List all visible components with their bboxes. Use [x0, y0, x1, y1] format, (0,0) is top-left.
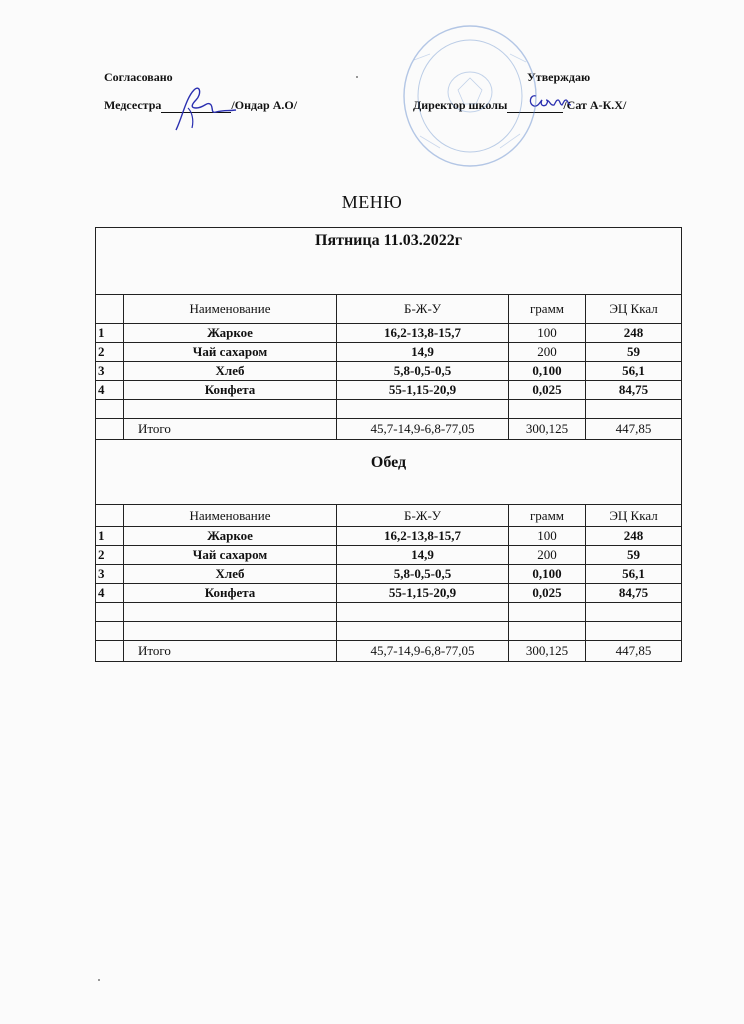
col-name-header: Наименование	[124, 505, 337, 527]
dish-name: Конфета	[124, 381, 337, 400]
empty-row	[96, 603, 682, 622]
section-heading: Пятница 11.03.2022г	[96, 228, 682, 295]
dish-bju: 5,8-0,5-0,5	[337, 362, 509, 381]
col-gram-header: грамм	[509, 295, 586, 324]
table-row	[96, 546, 682, 565]
nurse-name: /Ондар А.О/	[231, 98, 298, 112]
total-kcal: 447,85	[586, 641, 682, 662]
row-number: 4	[96, 381, 124, 400]
col-kcal-header: ЭЦ Ккал	[586, 295, 682, 324]
column-header-row	[96, 505, 682, 527]
row-number: 3	[96, 565, 124, 584]
col-bju-header: Б-Ж-У	[337, 505, 509, 527]
total-row	[96, 419, 682, 440]
dish-gram: 0,100	[509, 565, 586, 584]
menu-table	[95, 227, 682, 662]
dish-kcal: 248	[586, 527, 682, 546]
row-number: 2	[96, 546, 124, 565]
school-stamp	[400, 20, 540, 170]
section-heading-row	[96, 440, 682, 505]
scan-speck	[356, 76, 358, 78]
dish-name: Хлеб	[124, 362, 337, 381]
director-name: /Сат А-К.Х/	[563, 98, 627, 112]
table-row	[96, 584, 682, 603]
scan-speck	[98, 979, 100, 981]
dish-name: Жаркое	[124, 324, 337, 343]
table-row	[96, 324, 682, 343]
page-title: МЕНЮ	[341, 192, 403, 212]
total-label: Итого	[124, 419, 337, 440]
agreed-label: Согласовано	[104, 70, 173, 84]
column-header-row	[96, 295, 682, 324]
dish-kcal: 56,1	[586, 565, 682, 584]
table-row	[96, 381, 682, 400]
dish-name: Хлеб	[124, 565, 337, 584]
total-gram: 300,125	[509, 419, 586, 440]
table-row	[96, 565, 682, 584]
table-row	[96, 362, 682, 381]
dish-gram: 0,025	[509, 381, 586, 400]
empty-row	[96, 400, 682, 419]
total-kcal: 447,85	[586, 419, 682, 440]
dish-bju: 55-1,15-20,9	[337, 584, 509, 603]
row-number: 4	[96, 584, 124, 603]
dish-gram: 0,100	[509, 362, 586, 381]
total-label: Итого	[124, 641, 337, 662]
table-row	[96, 343, 682, 362]
dish-bju: 16,2-13,8-15,7	[337, 527, 509, 546]
row-number: 2	[96, 343, 124, 362]
dish-name: Чай сахаром	[124, 343, 337, 362]
total-gram: 300,125	[509, 641, 586, 662]
section-heading: Обед	[96, 440, 682, 505]
row-number: 1	[96, 527, 124, 546]
dish-bju: 16,2-13,8-15,7	[337, 324, 509, 343]
dish-name: Конфета	[124, 584, 337, 603]
total-row	[96, 641, 682, 662]
dish-gram: 100	[509, 527, 586, 546]
total-bju: 45,7-14,9-6,8-77,05	[337, 419, 509, 440]
dish-gram: 100	[509, 324, 586, 343]
dish-kcal: 59	[586, 546, 682, 565]
dish-kcal: 84,75	[586, 381, 682, 400]
dish-gram: 0,025	[509, 584, 586, 603]
dish-kcal: 56,1	[586, 362, 682, 381]
col-gram-header: грамм	[509, 505, 586, 527]
row-number: 3	[96, 362, 124, 381]
row-number: 1	[96, 324, 124, 343]
dish-bju: 55-1,15-20,9	[337, 381, 509, 400]
col-bju-header: Б-Ж-У	[337, 295, 509, 324]
dish-name: Чай сахаром	[124, 546, 337, 565]
dish-bju: 14,9	[337, 343, 509, 362]
table-row	[96, 527, 682, 546]
dish-kcal: 59	[586, 343, 682, 362]
col-kcal-header: ЭЦ Ккал	[586, 505, 682, 527]
approve-label: Утверждаю	[527, 70, 591, 84]
dish-kcal: 84,75	[586, 584, 682, 603]
total-bju: 45,7-14,9-6,8-77,05	[337, 641, 509, 662]
dish-gram: 200	[509, 343, 586, 362]
dish-bju: 5,8-0,5-0,5	[337, 565, 509, 584]
dish-kcal: 248	[586, 324, 682, 343]
section-heading-row	[96, 228, 682, 295]
empty-row	[96, 622, 682, 641]
dish-name: Жаркое	[124, 527, 337, 546]
col-name-header: Наименование	[124, 295, 337, 324]
nurse-signature	[166, 78, 240, 136]
dish-bju: 14,9	[337, 546, 509, 565]
nurse-label: Медсестра	[104, 98, 162, 112]
dish-gram: 200	[509, 546, 586, 565]
director-label: Директор школы	[413, 98, 508, 112]
